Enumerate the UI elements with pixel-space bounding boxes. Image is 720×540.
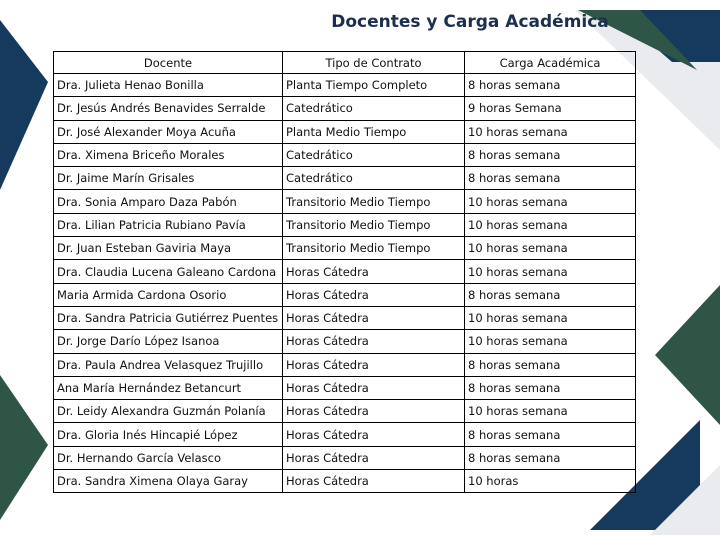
cell-carga-academica: 9 horas Semana: [465, 97, 636, 120]
cell-carga-academica: 10 horas: [465, 470, 636, 493]
cell-tipo-contrato: Horas Cátedra: [283, 330, 465, 353]
table-row: [54, 190, 636, 213]
cell-tipo-contrato: Horas Cátedra: [283, 376, 465, 399]
cell-docente: Dr. Juan Esteban Gaviria Maya: [54, 237, 283, 260]
cell-tipo-contrato: Planta Tiempo Completo: [283, 74, 465, 97]
cell-carga-academica: 10 horas semana: [465, 260, 636, 283]
cell-carga-academica: 8 horas semana: [465, 353, 636, 376]
cell-carga-academica: 10 horas semana: [465, 330, 636, 353]
table-row: [54, 74, 636, 97]
cell-carga-academica: 8 horas semana: [465, 446, 636, 469]
cell-tipo-contrato: Catedrático: [283, 97, 465, 120]
table-row: [54, 120, 636, 143]
cell-carga-academica: 10 horas semana: [465, 237, 636, 260]
table-row: [54, 283, 636, 306]
table-row: [54, 167, 636, 190]
cell-carga-academica: 8 horas semana: [465, 143, 636, 166]
cell-tipo-contrato: Transitorio Medio Tiempo: [283, 190, 465, 213]
table-row: [54, 330, 636, 353]
cell-tipo-contrato: Horas Cátedra: [283, 470, 465, 493]
header-docente: Docente: [54, 52, 283, 74]
cell-tipo-contrato: Catedrático: [283, 143, 465, 166]
cell-tipo-contrato: Transitorio Medio Tiempo: [283, 213, 465, 236]
cell-docente: Ana María Hernández Betancurt: [54, 376, 283, 399]
table-row: [54, 306, 636, 329]
cell-tipo-contrato: Horas Cátedra: [283, 283, 465, 306]
table-row: [54, 423, 636, 446]
cell-docente: Dr. Leidy Alexandra Guzmán Polanía: [54, 400, 283, 423]
cell-docente: Dra. Lilian Patricia Rubiano Pavía: [54, 213, 283, 236]
table-row: [54, 213, 636, 236]
cell-carga-academica: 8 horas semana: [465, 423, 636, 446]
cell-docente: Dra. Ximena Briceño Morales: [54, 143, 283, 166]
cell-carga-academica: 8 horas semana: [465, 167, 636, 190]
deco-green-right: [655, 285, 720, 425]
cell-carga-academica: 10 horas semana: [465, 120, 636, 143]
cell-carga-academica: 10 horas semana: [465, 400, 636, 423]
cell-docente: Dra. Sonia Amparo Daza Pabón: [54, 190, 283, 213]
cell-docente: Maria Armida Cardona Osorio: [54, 283, 283, 306]
cell-docente: Dra. Sandra Ximena Olaya Garay: [54, 470, 283, 493]
table-row: [54, 446, 636, 469]
table-row: [54, 353, 636, 376]
cell-docente: Dr. Jaime Marín Grisales: [54, 167, 283, 190]
cell-docente: Dra. Paula Andrea Velasquez Trujillo: [54, 353, 283, 376]
cell-tipo-contrato: Planta Medio Tiempo: [283, 120, 465, 143]
page-title: Docentes y Carga Académica: [331, 12, 609, 32]
cell-carga-academica: 8 horas semana: [465, 376, 636, 399]
cell-tipo-contrato: Catedrático: [283, 167, 465, 190]
cell-docente: Dra. Claudia Lucena Galeano Cardona: [54, 260, 283, 283]
cell-docente: Dr. Jesús Andrés Benavides Serralde: [54, 97, 283, 120]
header-tipo-contrato: Tipo de Contrato: [283, 52, 465, 74]
deco-green-left: [0, 375, 48, 520]
cell-docente: Dr. Jorge Darío López Isanoa: [54, 330, 283, 353]
table-header-row: [54, 52, 636, 74]
table-row: [54, 237, 636, 260]
cell-tipo-contrato: Horas Cátedra: [283, 306, 465, 329]
cell-tipo-contrato: Transitorio Medio Tiempo: [283, 237, 465, 260]
cell-docente: Dr. Hernando García Velasco: [54, 446, 283, 469]
cell-carga-academica: 10 horas semana: [465, 306, 636, 329]
header-carga-academica: Carga Académica: [465, 52, 636, 74]
table-row: [54, 470, 636, 493]
cell-tipo-contrato: Horas Cátedra: [283, 400, 465, 423]
table-row: [54, 143, 636, 166]
cell-docente: Dra. Julieta Henao Bonilla: [54, 74, 283, 97]
table-body: [54, 74, 636, 493]
cell-tipo-contrato: Horas Cátedra: [283, 260, 465, 283]
table-row: [54, 376, 636, 399]
cell-docente: Dra. Gloria Inés Hincapié López: [54, 423, 283, 446]
table-row: [54, 260, 636, 283]
table-row: [54, 97, 636, 120]
cell-tipo-contrato: Horas Cátedra: [283, 446, 465, 469]
cell-tipo-contrato: Horas Cátedra: [283, 353, 465, 376]
cell-docente: Dr. José Alexander Moya Acuña: [54, 120, 283, 143]
docentes-table: [53, 51, 636, 493]
cell-carga-academica: 10 horas semana: [465, 213, 636, 236]
cell-carga-academica: 8 horas semana: [465, 283, 636, 306]
cell-carga-academica: 8 horas semana: [465, 74, 636, 97]
cell-docente: Dra. Sandra Patricia Gutiérrez Puentes: [54, 306, 283, 329]
deco-navy-left-upper: [0, 20, 48, 190]
cell-carga-academica: 10 horas semana: [465, 190, 636, 213]
table-row: [54, 400, 636, 423]
cell-tipo-contrato: Horas Cátedra: [283, 423, 465, 446]
